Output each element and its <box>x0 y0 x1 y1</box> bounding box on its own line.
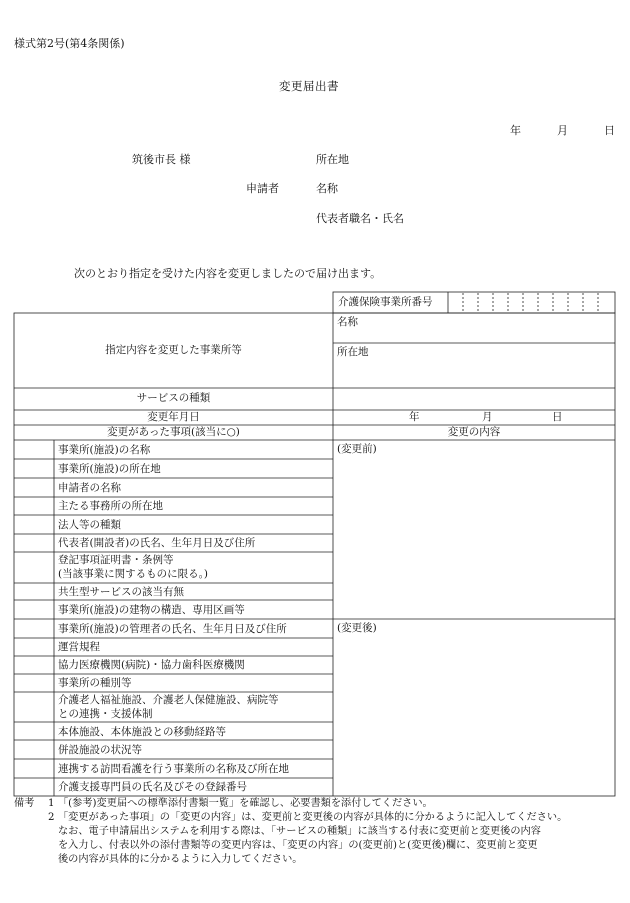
item-3: 主たる事務所の所在地 <box>58 500 163 512</box>
item-11: 協力医療機関(病院)・協力歯科医療機関 <box>58 659 245 671</box>
note-1-number: 1 <box>48 798 55 809</box>
office-number-label: 介護保険事業所番号 <box>338 296 433 308</box>
item-1: 事業所(施設)の所在地 <box>58 463 161 475</box>
item-6: 登記事項証明書・条例等 <box>58 554 174 566</box>
item-4: 法人等の種類 <box>58 519 121 531</box>
form-number: 様式第2号(第4条関係) <box>14 37 125 50</box>
before-label: (変更前) <box>337 443 377 455</box>
note-2-line-2: なお、電子申請届出システムを利用する際は、「サービスの種類」に該当する付表に変更前と変更後の内容 <box>58 826 541 837</box>
notes-label: 備考 <box>14 798 35 809</box>
office-name-label: 名称 <box>337 316 358 328</box>
service-type-label: サービスの種類 <box>136 392 211 404</box>
note-2-number: 2 <box>48 812 55 823</box>
item-7: 共生型サービスの該当有無 <box>58 586 184 598</box>
note-1: 「(参考)変更届への標準添付書類一覧」を確認し、必要書類を添付してください。 <box>58 798 433 809</box>
note-2-line-3: を入力し、付表以外の添付書類等の変更内容は、「変更の内容」の(変更前)と(変更後)欄に、変更前と変更 <box>58 840 538 851</box>
item-13: 介護老人福祉施設、介護老人保健施設、病院等 <box>58 694 279 706</box>
representative-label: 代表者職名・氏名 <box>316 212 404 225</box>
office-address-label: 所在地 <box>337 346 369 358</box>
item-17: 介護支援専門員の氏名及びその登録番号 <box>58 781 247 793</box>
date-day: 日 <box>604 124 615 137</box>
date-year: 年 <box>510 124 521 137</box>
intro-text: 次のとおり指定を受けた内容を変更しましたので届け出ます。 <box>74 267 382 280</box>
item-10: 運営規程 <box>58 641 100 653</box>
item-6-sub: (当該事業に関するものに限る。) <box>58 568 208 580</box>
content-header: 変更の内容 <box>447 426 501 438</box>
item-2: 申請者の名称 <box>58 482 121 494</box>
item-15: 併設施設の状況等 <box>58 744 142 756</box>
note-2-line-1: 「変更があった事項」の「変更の内容」は、変更前と変更後の内容が具体的に分かるように記入してください。 <box>58 812 568 823</box>
change-date-label: 変更年月日 <box>147 411 200 423</box>
change-date-year: 年 <box>409 411 420 423</box>
applicant-label: 申請者 <box>246 182 279 195</box>
item-5: 代表者(開設者)の氏名、生年月日及び住所 <box>58 537 256 549</box>
note-2-line-4: 後の内容が具体的に分かるように入力してください。 <box>58 854 303 865</box>
applicant-address-label: 所在地 <box>316 153 349 166</box>
item-13-sub: との連携・支援体制 <box>58 708 153 720</box>
item-0: 事業所(施設)の名称 <box>58 444 151 456</box>
item-12: 事業所の種別等 <box>58 677 132 689</box>
item-8: 事業所(施設)の建物の構造、専用区画等 <box>58 604 245 616</box>
addressee: 筑後市長 様 <box>132 153 191 166</box>
change-date-month: 月 <box>482 411 493 423</box>
item-14: 本体施設、本体施設との移動経路等 <box>58 726 226 738</box>
item-9: 事業所(施設)の管理者の氏名、生年月日及び住所 <box>58 623 287 635</box>
document-title: 変更届出書 <box>279 79 339 93</box>
items-header: 変更があった事項(該当に○) <box>107 426 240 438</box>
item-16: 連携する訪問看護を行う事業所の名称及び所在地 <box>58 763 289 775</box>
applicant-name-label: 名称 <box>316 182 338 195</box>
office-label: 指定内容を変更した事業所等 <box>105 344 242 356</box>
change-date-day: 日 <box>552 411 563 423</box>
after-label: (変更後) <box>337 622 377 634</box>
date-month: 月 <box>557 124 568 137</box>
